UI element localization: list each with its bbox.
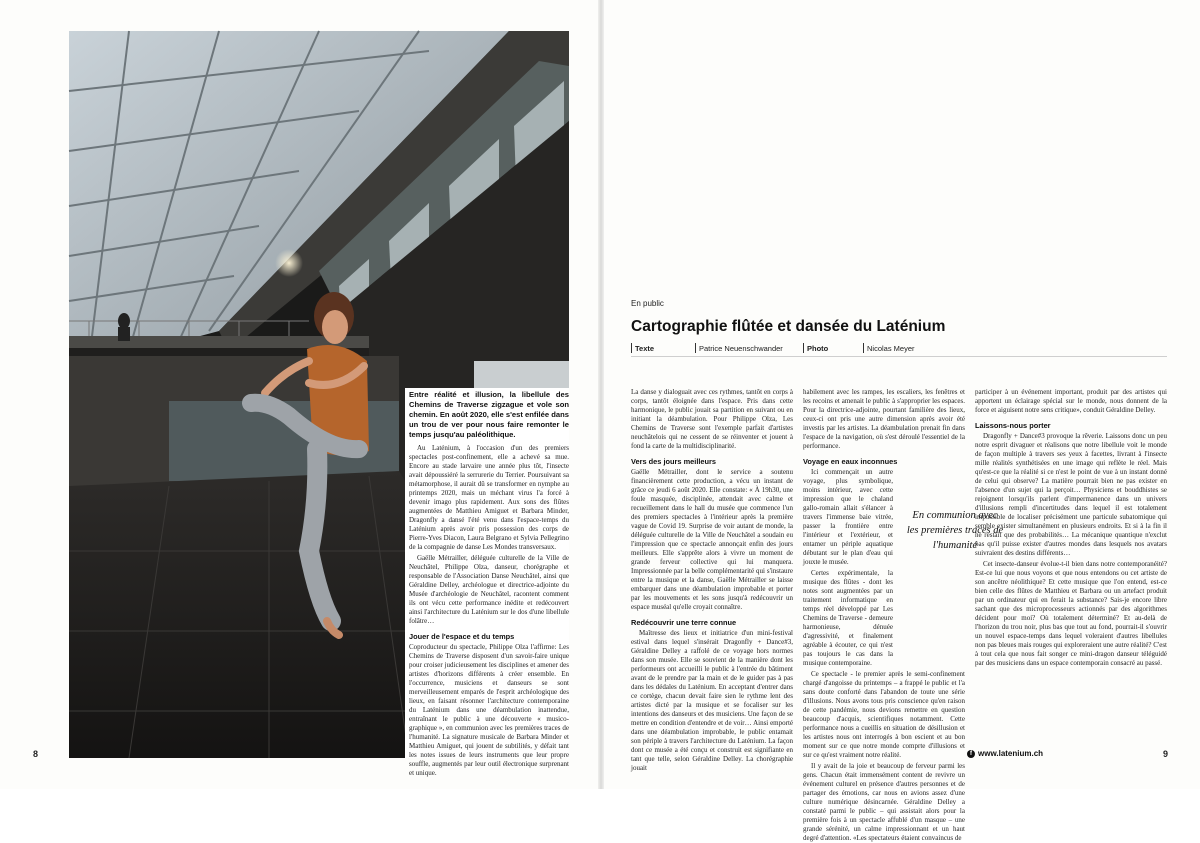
body-paragraph: Au Laténium, à l'occasion d'un des premiers spectacles post-confinement, elle a achevé sa mue. Encore au stade larvaire une année plus tôt, l'insecte avait dépoussiéré la serrurerie du Terrier. Poursuivant sa métamorphose, il aurait dû se transformer en nymphe au printemps 2020, mais un méchant virus l'a forcé à devenir imago plus rapidement. Aux sons des flûtes augmentées de Matthieu Amiguet et Barbara Minder, Dragonfly a dansé l'été venu dans l'espace-temps du Laténium après avoir pris possession des corps de Pierre-Yves Diacon, Laura Belgrano et Sylvia Pellegrino de la compagnie de danse Les Mondes transversaux. (409, 444, 569, 551)
credit-divider (631, 343, 632, 353)
photo-credit-label: Photo (807, 344, 829, 353)
right-page-column-1 (631, 388, 793, 772)
body-paragraph: La danse y dialoguait avec ces rythmes, tantôt en corps à corps, tantôt éloignée dans l'espace. Pris dans cette harmonique, le public jouait sa partition en suivant ou en initiant la déambulation. Pour Philippe Olza, Les Chemins de Traverse sont l'exemple parfait d'artistes neuchâtelois qui ne cessent de se réinventer et jouent à fond la carte de la multidisciplinarité. (631, 388, 793, 450)
body-paragraph: habilement avec les rampes, les escaliers, les fenêtres et les recoins et amenait le public à s'approprier les espaces. Pour la directrice-adjointe, pourtant familière des lieux, ceux-ci ont pris une autre dimension après avoir été investis par les artistes. La déambulation prenait fin dans l'espace de la navigation, où s'est déroulé l'essentiel de la performance. (803, 388, 965, 450)
body-paragraph: Dragonfly + Dance#3 provoque la rêverie. Laissons donc un peu notre esprit divaguer et réalisons que notre libellule voit le monde de façon multiple à travers ses yeux à facettes, livrant à l'insecte mille réalités synthétisées en une image qui reflète le réel. Mais qu'est-ce que la réalité si ce n'est le point de vue à un instant donné de celui qui observe? La matière pourrait bien ne pas exister en l'absence d'un sujet qui la perçoit… Physiciens et bouddhistes se rejoignent lorsqu'ils parlent d'impermanence dans un univers d'illusions rempli d'incertitudes dans lequel il est totalement impossible de localiser précisément une particule subatomique qui semble exister simultanément en plusieurs endroits. Et si à la fin il ne restait que des probabilités… La mécanique quantique n'exclut pas qu'il puisse exister d'autres mondes dans lesquels nos avatars suivraient des destins différents… (975, 432, 1167, 557)
body-paragraph: Coproducteur du spectacle, Philippe Olza l'affirme: Les Chemins de Traverse disposent d'un savoir-faire unique pour croiser judicieusement les disciplines et amener des artistes d'horizons différents à créer ensemble. En l'occurrence, musiciens et danseurs se sont merveilleusement emparés de l'esprit archéologique des lieux, en faisant résonner l'architecture contemporaine du Laténium dans une déambulation inattendue, entraînant le public à une découverte « musico-graphique », en communion avec les premières traces de l'humanité. La signature musicale de Barbara Minder et Matthieu Amiguet, qui jouent de subtilités, y défait tant les notes issues de leurs instruments que leur propre souffle, augmentés par leur outil électronique surprenant et unique. (409, 643, 569, 777)
body-paragraph: Il y avait de la joie et beaucoup de ferveur parmi les gens. Chacun était immensément content de revivre un événement culturel en présence d'autres personnes et de partager des émotions, car nous en avions assez d'une culture numérique désincarnée. Géraldine Delley a constaté parmi le public – qui assistait alors pour la première fois à un spectacle affublé d'un masque – une grande sérénité, un calme impressionnant et un haut degré d'attention. «Les spectateurs étaient convaincus de (803, 762, 965, 842)
page-number-left: 8 (33, 749, 39, 759)
body-paragraph: Maîtresse des lieux et initiatrice d'un mini-festival estival dans lequel s'insérait Dragonfly + Dance#3, Géraldine Delley a raffolé de ce voyage hors normes dans son musée. Elle se souvient de la manière dont les performeurs ont accueilli le public à l'entrée du bâtiment avant de le prendre par la main et de le guider pas à pas dans les dédales du Laténium. En acceptant d'entrer dans ce cortège, chacun devait faire sien le rythme lent des artistes dicté par la musique et se focaliser sur les intentions des danseurs et des musiciens. Une façon de se mettre en condition d'entendre et de voir… Ainsi emporté dans une déambulation improbable, le public entamait son périple à travers l'architecture du Laténium. La façon dont ce musée a été conçu et construit est signifiante en tant que telle, selon Géraldine Delley. La chorégraphie jouait (631, 629, 793, 772)
subheading: Voyage en eaux inconnues (803, 457, 898, 466)
body-paragraph: Cet insecte-danseur évolue-t-il bien dans notre contemporanéité? Est-ce lui que nous voyons et que nous entendons ou cet artiste de son ancêtre néolithique? Et cette musique que l'on entend, est-ce bien celle des flûtes de Matthieu et Barbara ou un artefact produit par un ordinateur qui en ferait la substance? Sais-je encore libre sachant que des microprocesseurs actionnés par des algorithmes décident pour moi? Où totalement déterminé? Et au-delà de l'horizon du trou noir, plus bas que tout au fond, pourrait-il s'ouvrir un nouvel espace-temps dans lequel voleraient d'autres libellules non pas bleues mais rouges qui exploreraient une autre réalité? C'est à tout cela que nous fait songer ce mini-dragon danseur téléguidé par des musiciens dans un espace contemporain consacré au passé. (975, 560, 1167, 667)
subheading: Jouer de l'espace et du temps (409, 632, 515, 641)
website-url[interactable]: www.latenium.ch (978, 749, 1044, 758)
header-rule (631, 356, 1167, 357)
body-paragraph: Ce spectacle - le premier après le semi-confinement chargé d'angoisse du printemps – a frappé le public et l'a sans doute conforté dans l'abandon de toute une série d'illusions. Nous avons tous pris conscience qu'en raison de cette pandémie, nous devions remettre en question beaucoup d'acquis, scientifiques notamment. Cette performance nous a cueillis en situation de désillusion et les artistes nous ont interrogés à bon escient et au bon moment sur ce que notre monde comprte d'illusions et sur ce qu'est vraiment notre réalité. (803, 670, 965, 759)
text-credit-author: Patrice Neuenschwander (699, 344, 783, 353)
body-paragraph: Gaëlle Métrailler, dont le service a soutenu financièrement cette production, a vécu un instant de grâce ce jeudi 6 août 2020. Elle constate: « À 19h30, une foule masquée, disciplinée, attendait avec calme et recueillement dans le hall du musée que commence l'un des premiers spectacles à l'intérieur après la première vague de Covid 19. Surprise de voir autant de monde, la déléguée culturelle de la Ville de Neuchâtel a soudain eu l'impression que ce spectacle annonçait enfin des jours meilleurs. Elle s'apprête alors à vivre un moment de grande ferveur collective qui lui manquera. Impressionnée par la belle complémentarité qui s'instaure entre la musique et la danse, Gaëlle Métrailler se laisse embarquer dans une déambulation improbable et porter par les mouvements et les sons jusqu'à redécouvrir un espace muséal qu'elle croyait connaître. (631, 468, 793, 611)
body-paragraph: participer à un événement important, produit par des artistes qui apportent un éclairage spécial sur le monde, nous donnent de la force et aiguisent notre sens critique», conduit Géraldine Delley. (975, 388, 1167, 414)
pull-quote-line: les premières traces de l'humanité (906, 525, 1004, 551)
right-page-column-3 (975, 388, 1167, 743)
body-paragraph: Gaëlle Métrailler, déléguée culturelle de la Ville de Neuchâtel, Philippe Olza, danseur, chorégraphe et responsable de l'Association Danse Neuchâtel, ainsi que Géraldine Delley, archéologue et directrice-adjointe du Musée d'archéologie de Neuchâtel, racontent comment ils ont vécu cette performance inédite et redécouvert ainsi l'architecture du Laténium sur le dos d'une libellule folâtre… (409, 554, 569, 625)
article-title: Cartographie flûtée et dansée du Laténium (631, 318, 946, 335)
section-rubric: En public (631, 299, 664, 308)
subheading: Vers des jours meilleurs (631, 457, 717, 466)
credit-divider (863, 343, 864, 353)
footer-website[interactable] (967, 749, 1043, 758)
page-gutter (598, 0, 604, 789)
lead-paragraph: Entre réalité et illusion, la libellule des Chemins de Traverse zigzague et vole son chemin. En août 2020, elle s'est enfilée dans un trou de ver pour nous faire remonter le temps jusqu'au paléolithique. (409, 390, 569, 439)
facebook-icon[interactable]: f (967, 750, 975, 758)
subheading: Laissons-nous porter (975, 421, 1051, 430)
body-paragraph: Certes expérimentale, la musique des flûtes - dont les notes sont augmentées par un traitement informatique en temps réel développé par Les Chemins de Traverse - demeure harmonieuse, dénuée d'agressivité, et finalement agréable à écouter, ce qui n'est pas toujours le cas dans la musique contemporaine. (803, 569, 893, 667)
left-page-column (409, 444, 569, 777)
article-credits (631, 342, 1167, 354)
photo-credit-author: Nicolas Meyer (867, 344, 915, 353)
credit-divider (803, 343, 804, 353)
subheading: Redécouvrir une terre connue (631, 618, 737, 627)
pull-quote-line: En communion avec (912, 510, 998, 521)
right-page-column-2 (803, 388, 965, 842)
credit-divider (695, 343, 696, 353)
body-paragraph: Ici commençait un autre voyage, plus symbolique, moins intérieur, avec cette impression que le chaland gallo-romain allait s'élancer à travers l'immense baie vitrée, passer la frontière entre l'intérieur et l'extérieur, et entamer un périple aquatique débutant sur le plan d'eau qui jouxte le musée. (803, 468, 893, 566)
page-number-right: 9 (1163, 749, 1169, 759)
text-credit-label: Texte (635, 344, 655, 353)
